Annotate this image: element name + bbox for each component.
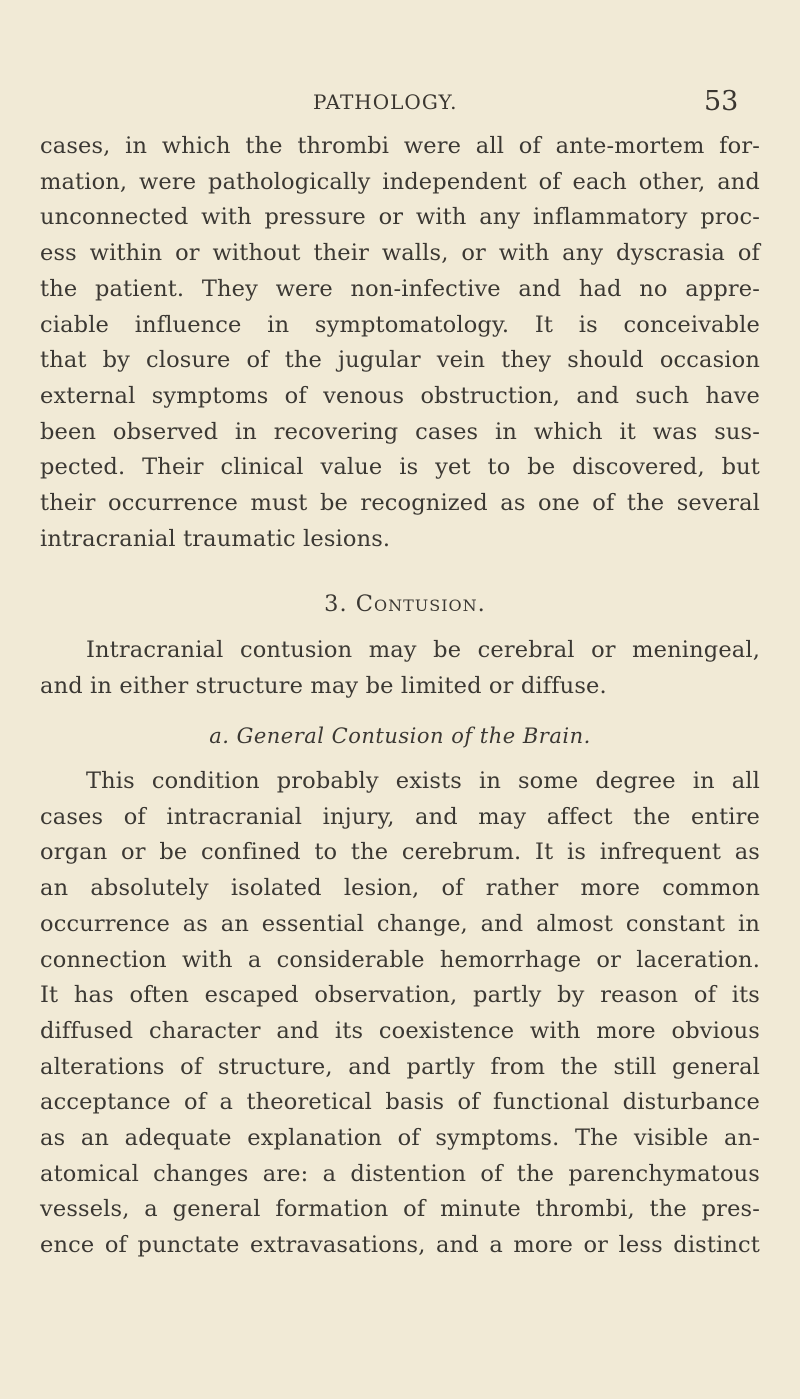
- paragraph-thrombi: [40, 129, 760, 557]
- text-line: cases, in which the thrombi were all of ante-mortem for-: [40, 133, 760, 159]
- text-line: external symptoms of venous obstruction, and such have: [40, 382, 760, 409]
- text-line: cases of intracranial injury, and may affect the entire: [40, 803, 760, 830]
- text-line: their occurrence must be recognized as one of the several: [40, 490, 760, 517]
- text-line: connection with a considerable hemorrhage or laceration.: [40, 946, 760, 973]
- text-line: This condition probably exists in some degree in all: [86, 768, 760, 794]
- text-line: pected. Their clinical value is yet to be discovered, but: [40, 454, 760, 481]
- subsection-heading: a. General Contusion of the Brain.: [209, 724, 591, 748]
- text-line: and in either structure may be limited or diffuse.: [40, 672, 607, 699]
- text-line: alterations of structure, and partly from the still general: [40, 1053, 760, 1080]
- text-line: as an adequate explanation of symptoms. The visible an-: [40, 1125, 760, 1152]
- text-line: the patient. They were non-infective and had no appre-: [40, 275, 760, 302]
- text-line: It has often escaped observation, partly by reason of its: [40, 982, 760, 1009]
- text-line: ess within or without their walls, or with any dyscrasia of: [40, 240, 760, 267]
- text-line: that by closure of the jugular vein they should occasion: [40, 347, 760, 374]
- text-line: vessels, a general formation of minute thrombi, the pres-: [40, 1196, 760, 1223]
- text-line: been observed in recovering cases in which it was sus-: [40, 418, 760, 445]
- paragraph-contusion-intro: [40, 633, 760, 704]
- text-line: atomical changes are: a distention of the parenchymatous: [40, 1160, 760, 1187]
- text-line: acceptance of a theoretical basis of functional disturbance: [40, 1089, 760, 1116]
- text-line: an absolutely isolated lesion, of rather more common: [40, 875, 760, 902]
- paragraph-general-contusion: [40, 764, 760, 1264]
- text-line: ence of punctate extravasations, and a more or less distinct: [40, 1232, 760, 1259]
- text-line: Intracranial contusion may be cerebral or meningeal,: [86, 637, 760, 663]
- text-line: organ or be confined to the cerebrum. It is infrequent as: [40, 839, 760, 866]
- text-line: intracranial traumatic lesions.: [40, 525, 391, 552]
- running-head: PATHOLOGY.: [313, 90, 458, 114]
- text-line: occurrence as an essential change, and almost constant in: [40, 910, 760, 937]
- text-line: ciable influence in symptomatology. It is conceivable: [40, 311, 760, 338]
- section-heading: 3. Contusion.: [324, 591, 486, 617]
- text-line: unconnected with pressure or with any inflammatory proc-: [40, 204, 760, 231]
- page-number: 53: [704, 86, 739, 117]
- text-line: diffused character and its coexistence with more obvious: [40, 1017, 760, 1044]
- text-line: mation, were pathologically independent of each other, and: [40, 168, 760, 195]
